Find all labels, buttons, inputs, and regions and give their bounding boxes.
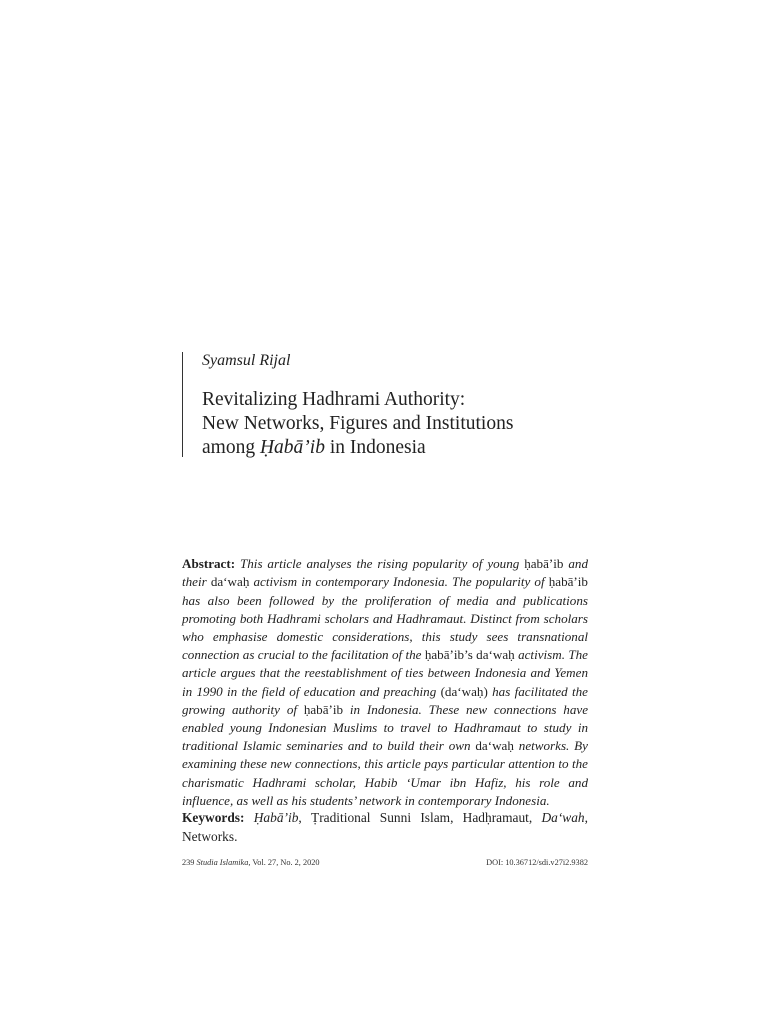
keyword-habaib: Ḥabā’ib xyxy=(253,810,299,826)
abstract-t4: ḥabā’ib’s da‘waḥ xyxy=(424,647,515,663)
abstract-s5: activism. The article argues that the reestablishment of ties between Indonesia and Yemen in 1990 in the field of education and preaching xyxy=(182,647,588,699)
keyword-networks: , Networks. xyxy=(182,810,588,844)
title-line-1: Revitalizing Hadhrami Authority: xyxy=(202,389,466,410)
abstract-s4: has also been followed by the proliferation of media and publications promoting both Hadhrami scholars and Hadhramaut. Distinct from scholars who emphasise domestic considerations, this study sees transnational connection as crucial to the facilitation of the xyxy=(182,592,588,663)
keywords xyxy=(182,809,588,846)
journal-volume: , Vol. 27, No. 2, 2020 xyxy=(248,858,320,867)
abstract-t3: ḥabā’ib xyxy=(548,574,588,590)
doi: DOI: 10.36712/sdi.v27i2.9382 xyxy=(486,858,588,867)
title-line-3-post: in Indonesia xyxy=(324,437,426,458)
keyword-sep: , xyxy=(298,810,312,826)
title-line-2: New Networks, Figures and Institutions xyxy=(202,413,514,434)
keyword-list: Ṭraditional Sunni Islam, Hadḥramaut, xyxy=(311,810,542,826)
keyword-dawah: Da‘wah xyxy=(541,810,585,826)
author-name: Syamsul Rijal xyxy=(202,352,291,369)
abstract-t1: ḥabā’ib xyxy=(524,556,564,572)
abstract xyxy=(182,555,588,810)
title-line-3-pre: among xyxy=(202,437,260,458)
abstract-s2: and their xyxy=(182,556,588,590)
article-title xyxy=(202,388,513,460)
page-number: 239 xyxy=(182,858,195,867)
title-rule xyxy=(182,352,183,457)
journal-name: Studia Islamika xyxy=(196,858,249,867)
abstract-t2: da‘waḥ xyxy=(210,574,250,590)
footer-citation xyxy=(182,858,320,867)
keywords-label: Keywords: xyxy=(182,810,245,826)
abstract-t6: ḥabā’ib xyxy=(303,701,344,717)
abstract-s8: networks. By examining these new connections, this article pays particular attention to the charismatic Hadhrami scholar, Habib ‘Umar ibn Hafiz, his role and influence, as well as his students’ network in contemporary Indonesia. xyxy=(182,738,588,808)
abstract-label: Abstract: xyxy=(182,556,236,572)
abstract-s7: in Indonesia. These new connections have enabled young Indonesian Muslims to travel to Hadhramaut to study in traditional Islamic seminaries and to build their own xyxy=(182,701,589,754)
abstract-body xyxy=(182,556,588,808)
abstract-s1: This article analyses the rising popularity of young xyxy=(235,556,525,572)
abstract-t5: (da‘waḥ) xyxy=(440,683,488,699)
title-line-3 xyxy=(202,436,513,460)
title-habaib: Ḥabā’ib xyxy=(259,437,325,458)
abstract-t7: da‘waḥ xyxy=(475,738,514,754)
abstract-s3: activism in contemporary Indonesia. The popularity of xyxy=(249,574,549,590)
abstract-s6: has facilitated the growing authority of xyxy=(182,683,588,717)
